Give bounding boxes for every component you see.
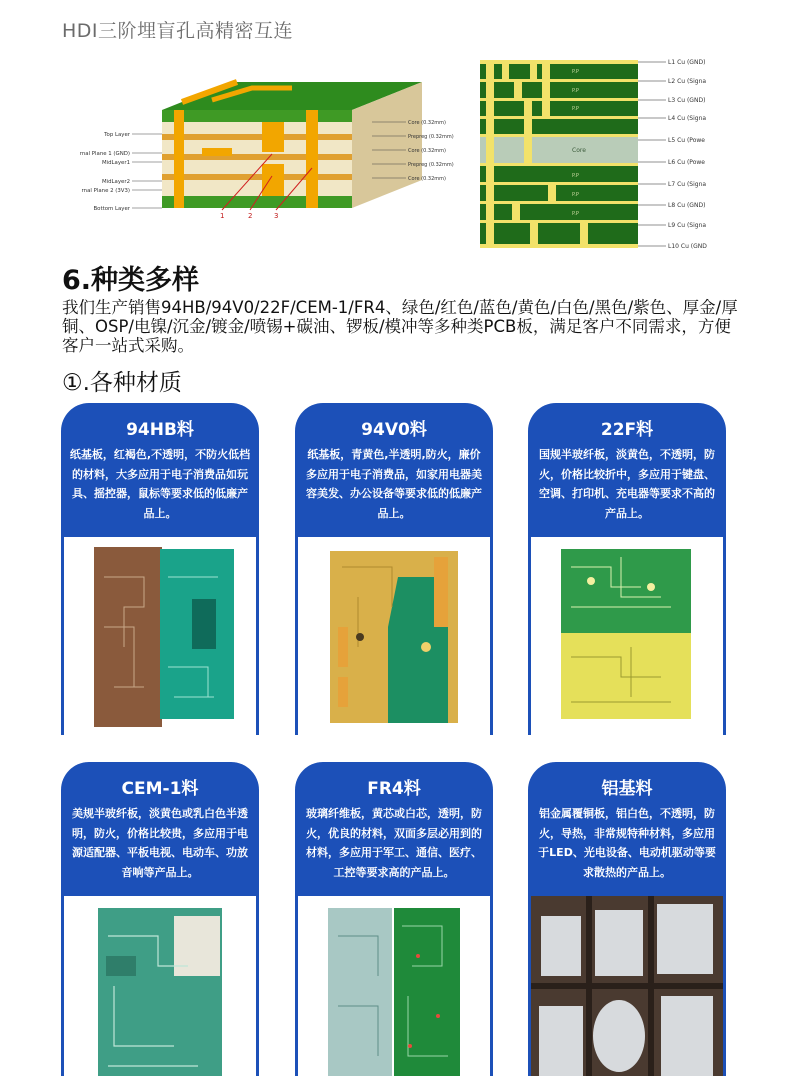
layer-crosssection-illustration [480, 48, 730, 260]
pcb-stackup-illustration [62, 58, 462, 248]
material-card-aluminum [528, 762, 726, 1076]
xsec-layer-8: L8 Cu (GND) [668, 202, 706, 209]
xsec-layer-3: L3 Cu (GND) [668, 97, 706, 104]
stackup-label-1: rnal Plane 1 (GND) [79, 151, 130, 157]
aluminum-pcb-shelf-photo [531, 896, 723, 1076]
material-card-title: 94HB料 [126, 420, 194, 440]
material-card-desc: 国规半玻纤板，淡黄色，不透明，防火，价格比较折中，多应用于键盘、空调、打印机、充电器等要求不高的产品上。 [539, 448, 715, 520]
material-card-desc: 美规半玻纤板，淡黄色或乳白色半透明，防火，价格比较贵，多应用于电源适配器、平板电视、电动车、功放音响等产品上。 [72, 807, 248, 879]
material-card-desc: 纸基板，青黄色,半透明,防火，廉价多应用于电子消费品，如家用电器美容美发、办公设备等要求低的低廉产品上。 [306, 448, 482, 520]
xsec-layer-7: L7 Cu (Signa [668, 181, 707, 188]
material-card-cem1 [61, 762, 259, 1076]
stackup-label-3: MidLayer2 [101, 179, 130, 185]
stackup-right-label-2: Core (0.32mm) [408, 148, 446, 154]
stackup-label-5: Bottom Layer [93, 206, 130, 212]
section-heading: 6.种类多样 [62, 265, 200, 296]
material-card-title: FR4料 [367, 779, 421, 799]
xsec-layer-1: L1 Cu (GND) [668, 59, 706, 66]
stackup-right-label-3: Prepreg (0.32mm) [408, 162, 454, 168]
material-card-title: 铝基料 [601, 779, 653, 799]
via-number-1: 1 [220, 212, 225, 220]
material-card-94v0 [295, 403, 493, 735]
stackup-label-4: rnal Plane 2 (3V3) [81, 188, 130, 194]
materials-subheading: ①.各种材质 [62, 370, 182, 396]
stackup-right-label-0: Core (0.32mm) [408, 120, 446, 126]
stackup-right-label-4: Core (0.32mm) [408, 176, 446, 182]
xsec-inner-2: P.P [572, 106, 579, 112]
stackup-label-0: Top Layer [104, 132, 130, 138]
material-card-desc: 玻璃纤维板，黄芯或白芯，透明，防火，优良的材料，双面多层必用到的材料，多应用于军工、通信、医疗、工控等要求高的产品上。 [306, 807, 482, 879]
xsec-inner-core: Core [572, 147, 586, 154]
section-description: 我们生产销售94HB/94V0/22F/CEM-1/FR4、绿色/红色/蓝色/黄色/白色/黑色/紫色、厚金/厚铜、OSP/电镍/沉金/镀金/喷锡+碳油、锣板/模冲等多种类PCB板，满足客户不同需求，方便客户一站式采购。 [62, 298, 738, 355]
pcb-94hb-photo [64, 537, 256, 735]
material-card-title: 94V0料 [361, 420, 427, 440]
xsec-layer-4: L4 Cu (Signa [668, 115, 707, 122]
xsec-inner-5: P.P [572, 192, 579, 198]
xsec-layer-10: L10 Cu (GND [668, 243, 707, 250]
via-number-2: 2 [248, 212, 253, 220]
xsec-inner-0: P.P [572, 69, 579, 75]
material-card-title: CEM-1料 [121, 779, 199, 799]
xsec-inner-1: P.P [572, 88, 579, 94]
xsec-layer-5: L5 Cu (Powe [668, 137, 705, 144]
material-card-94hb [61, 403, 259, 735]
material-card-desc: 纸基板，红褐色,不透明，不防火低档的材料，大多应用于电子消费品如玩具、摇控器，鼠标等要求低的低廉产品上。 [69, 448, 251, 520]
xsec-inner-4: P.P [572, 173, 579, 179]
xsec-inner-6: P.P [572, 211, 579, 217]
stackup-label-2: MidLayer1 [101, 160, 130, 166]
material-card-title: 22F料 [600, 420, 654, 440]
xsec-layer-6: L6 Cu (Powe [668, 159, 705, 166]
pcb-fr4-photo [298, 896, 490, 1076]
material-card-desc: 铝金属覆铜板，铝白色，不透明，防火，导热，非常规特种材料，多应用于LED、光电设备、电动机驱动等要求散热的产品上。 [538, 807, 716, 879]
pcb-94v0-photo [298, 537, 490, 735]
material-card-fr4 [295, 762, 493, 1076]
pcb-cem1-photo [64, 896, 256, 1076]
stackup-right-label-1: Prepreg (0.32mm) [408, 134, 454, 140]
material-card-22f [528, 403, 726, 735]
page-top-title: HDI三阶埋盲孔高精密互连 [62, 20, 294, 42]
via-number-3: 3 [274, 212, 279, 220]
pcb-22f-photo [531, 537, 723, 735]
xsec-layer-2: L2 Cu (Signa [668, 78, 707, 85]
xsec-layer-9: L9 Cu (Signa [668, 222, 707, 229]
